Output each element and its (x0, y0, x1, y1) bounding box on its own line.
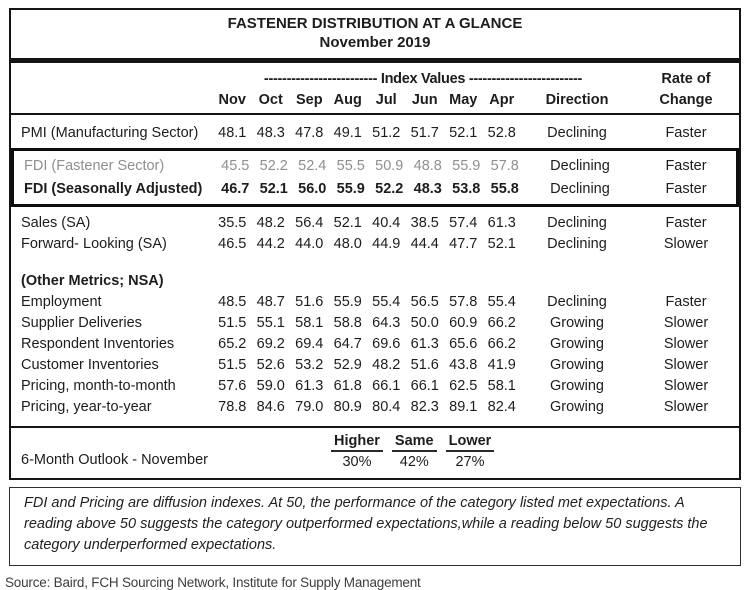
value-cell: 46.7 (221, 180, 250, 197)
rate-cell: Slower (663, 377, 709, 394)
value-cell: 48.3 (256, 124, 285, 141)
value-cell: 57.8 (449, 293, 478, 310)
value-cell: 56.5 (410, 293, 439, 310)
value-cell: 51.2 (372, 124, 401, 141)
value-cell: 61.3 (410, 335, 439, 352)
value-cell: 57.4 (449, 214, 478, 231)
row-label: (Other Metrics; NSA) (21, 272, 164, 289)
row-label: Sales (SA) (21, 214, 91, 231)
direction-cell: Declining (547, 235, 607, 252)
row-label: FDI (Fastener Sector) (24, 157, 165, 174)
value-cell: 62.5 (449, 377, 478, 394)
table-row (11, 291, 739, 312)
value-cell: 56.0 (298, 180, 327, 197)
outlook-column (392, 433, 437, 470)
value-cell: 47.7 (449, 235, 478, 252)
value-cell: 43.8 (449, 356, 478, 373)
month-header: Oct (258, 91, 283, 108)
value-cell: 55.5 (336, 157, 365, 174)
value-cell: 52.6 (256, 356, 285, 373)
direction-cell: Declining (547, 124, 607, 141)
rate-cell: Slower (663, 356, 709, 373)
change-header: Change (659, 91, 713, 108)
value-cell: 40.4 (372, 214, 401, 231)
month-header: Nov (218, 91, 246, 108)
value-cell: 89.1 (449, 398, 478, 415)
row-values (213, 378, 521, 394)
value-cell: 51.5 (218, 314, 247, 331)
table-row (11, 333, 739, 354)
table-row (11, 212, 739, 233)
rows-bottom (11, 212, 739, 417)
value-cell: 47.8 (295, 124, 324, 141)
value-cell: 79.0 (295, 398, 324, 415)
value-cell: 52.9 (333, 356, 362, 373)
rate-cell: Faster (665, 180, 707, 197)
month-header: Jul (375, 91, 397, 108)
value-cell: 65.2 (218, 335, 247, 352)
outlook-column-value: 42% (399, 454, 429, 470)
value-cell: 52.8 (487, 124, 516, 141)
value-cell: 35.5 (218, 214, 247, 231)
value-cell: 59.0 (256, 377, 285, 394)
rate-cell: Faster (665, 157, 707, 174)
value-cell: 61.8 (333, 377, 362, 394)
value-cell: 48.3 (413, 180, 442, 197)
value-cell: 66.1 (410, 377, 439, 394)
table-row (11, 120, 739, 145)
value-cell: 56.4 (295, 214, 324, 231)
row-values (216, 158, 524, 174)
value-cell: 66.2 (487, 314, 516, 331)
value-cell: 50.9 (375, 157, 404, 174)
rate-cell: Faster (665, 293, 707, 310)
value-cell: 44.9 (372, 235, 401, 252)
row-label: Employment (21, 293, 102, 310)
outlook-column-header: Higher (331, 433, 383, 452)
table-row (14, 154, 736, 177)
value-cell: 64.7 (333, 335, 362, 352)
row-label: Pricing, month-to-month (21, 377, 176, 394)
value-cell: 58.8 (333, 314, 362, 331)
outlook-column-header: Lower (446, 433, 495, 452)
direction-cell: Declining (550, 157, 610, 174)
value-cell: 82.4 (487, 398, 516, 415)
outlook-column (446, 433, 495, 470)
rate-cell: Slower (663, 235, 709, 252)
value-cell: 48.8 (413, 157, 442, 174)
table-header (11, 63, 739, 115)
value-cell: 52.1 (487, 235, 516, 252)
value-cell: 52.1 (259, 180, 288, 197)
value-cell: 57.6 (218, 377, 247, 394)
value-cell: 48.5 (218, 293, 247, 310)
value-cell: 61.3 (487, 214, 516, 231)
row-values (213, 294, 521, 310)
table-row (11, 354, 739, 375)
value-cell: 69.4 (295, 335, 324, 352)
value-cell: 69.6 (372, 335, 401, 352)
table-row (11, 312, 739, 333)
value-cell: 78.8 (218, 398, 247, 415)
header-row-columns (11, 89, 739, 110)
direction-cell: Growing (550, 377, 604, 394)
row-values (216, 181, 524, 197)
report-subtitle: November 2019 (319, 34, 431, 51)
footnote-box (9, 487, 741, 566)
direction-cell: Declining (550, 180, 610, 197)
value-cell: 55.4 (372, 293, 401, 310)
value-cell: 66.1 (372, 377, 401, 394)
value-cell: 51.6 (410, 356, 439, 373)
footnote-text: FDI and Pricing are diffusion indexes. At 50, the performance of the category listed met expectations. A reading above 50 suggests the category outperformed expectations,while a reading below 50 suggests the category underperformed expectations. (24, 495, 708, 553)
outlook-columns (331, 433, 494, 470)
value-cell: 52.4 (298, 157, 327, 174)
outlook-column-header: Same (392, 433, 437, 452)
rate-cell: Slower (663, 335, 709, 352)
month-header: Aug (333, 91, 362, 108)
source-line: Source: Baird, FCH Sourcing Network, Institute for Supply Management (5, 575, 421, 590)
value-cell: 53.2 (295, 356, 324, 373)
rate-cell: Slower (663, 398, 709, 415)
month-header: Apr (489, 91, 515, 108)
value-cell: 52.1 (449, 124, 478, 141)
value-cell: 46.5 (218, 235, 247, 252)
header-row-index-values (11, 68, 739, 89)
report-table (9, 8, 741, 480)
direction-cell: Declining (547, 293, 607, 310)
value-cell: 82.3 (410, 398, 439, 415)
direction-header: Direction (545, 91, 609, 108)
value-cell: 49.1 (333, 124, 362, 141)
value-cell: 52.2 (375, 180, 404, 197)
value-cell: 52.1 (333, 214, 362, 231)
value-cell: 51.7 (410, 124, 439, 141)
direction-cell: Growing (550, 356, 604, 373)
value-cell: 48.7 (256, 293, 285, 310)
direction-cell: Declining (547, 214, 607, 231)
value-cell: 53.8 (452, 180, 481, 197)
value-cell: 55.9 (333, 293, 362, 310)
rate-cell: Slower (663, 314, 709, 331)
outlook-section (11, 428, 739, 478)
table-body (11, 115, 739, 428)
month-header: Sep (295, 91, 323, 108)
value-cell: 55.9 (336, 180, 365, 197)
row-label: Forward- Looking (SA) (21, 235, 167, 252)
value-cell: 55.4 (487, 293, 516, 310)
month-headers (213, 92, 521, 108)
value-cell: 44.4 (410, 235, 439, 252)
fdi-highlight-box (11, 148, 739, 207)
rate-of-label: Rate of (661, 70, 711, 87)
table-row (11, 396, 739, 417)
value-cell: 80.4 (372, 398, 401, 415)
value-cell: 55.9 (452, 157, 481, 174)
row-label: Supplier Deliveries (21, 314, 142, 331)
direction-cell: Growing (550, 335, 604, 352)
value-cell: 41.9 (487, 356, 516, 373)
rate-cell: Faster (665, 124, 707, 141)
direction-cell: Growing (550, 314, 604, 331)
value-cell: 57.8 (490, 157, 519, 174)
value-cell: 65.6 (449, 335, 478, 352)
outlook-column-value: 30% (342, 454, 372, 470)
row-label: Pricing, year-to-year (21, 398, 152, 415)
row-values (213, 125, 521, 141)
table-row (11, 233, 739, 254)
value-cell: 44.2 (256, 235, 285, 252)
row-label: PMI (Manufacturing Sector) (21, 124, 199, 141)
row-values (213, 315, 521, 331)
value-cell: 51.6 (295, 293, 324, 310)
value-cell: 45.5 (221, 157, 250, 174)
value-cell: 48.1 (218, 124, 247, 141)
outlook-column (331, 433, 383, 470)
rows-top (11, 120, 739, 145)
value-cell: 69.2 (256, 335, 285, 352)
value-cell: 52.2 (259, 157, 288, 174)
row-values (213, 399, 521, 415)
value-cell: 58.1 (295, 314, 324, 331)
value-cell: 58.1 (487, 377, 516, 394)
section-header-row (11, 270, 739, 291)
value-cell: 44.0 (295, 235, 324, 252)
value-cell: 61.3 (295, 377, 324, 394)
value-cell: 60.9 (449, 314, 478, 331)
month-header: Jun (411, 91, 438, 108)
value-cell: 55.8 (490, 180, 519, 197)
row-label: Respondent Inventories (21, 335, 175, 352)
row-values (213, 215, 521, 231)
table-row (11, 375, 739, 396)
value-cell: 51.5 (218, 356, 247, 373)
row-values (213, 336, 521, 352)
table-row (14, 177, 736, 200)
report-title: FASTENER DISTRIBUTION AT A GLANCE (227, 15, 523, 32)
row-label: Customer Inventories (21, 356, 159, 373)
value-cell: 50.0 (410, 314, 439, 331)
value-cell: 48.2 (372, 356, 401, 373)
value-cell: 48.0 (333, 235, 362, 252)
value-cell: 66.2 (487, 335, 516, 352)
row-values (213, 357, 521, 373)
value-cell: 55.1 (256, 314, 285, 331)
index-values-label: ------------------------- Index Values ------------------------- (263, 70, 583, 87)
outlook-column-value: 27% (455, 454, 485, 470)
value-cell: 38.5 (410, 214, 439, 231)
value-cell: 48.2 (256, 214, 285, 231)
row-values (213, 236, 521, 252)
value-cell: 64.3 (372, 314, 401, 331)
outlook-label: 6-Month Outlook - November (21, 452, 208, 468)
title-section (11, 10, 739, 63)
month-header: May (449, 91, 478, 108)
value-cell: 80.9 (333, 398, 362, 415)
row-label: FDI (Seasonally Adjusted) (24, 180, 203, 197)
value-cell: 84.6 (256, 398, 285, 415)
direction-cell: Growing (550, 398, 604, 415)
rate-cell: Faster (665, 214, 707, 231)
